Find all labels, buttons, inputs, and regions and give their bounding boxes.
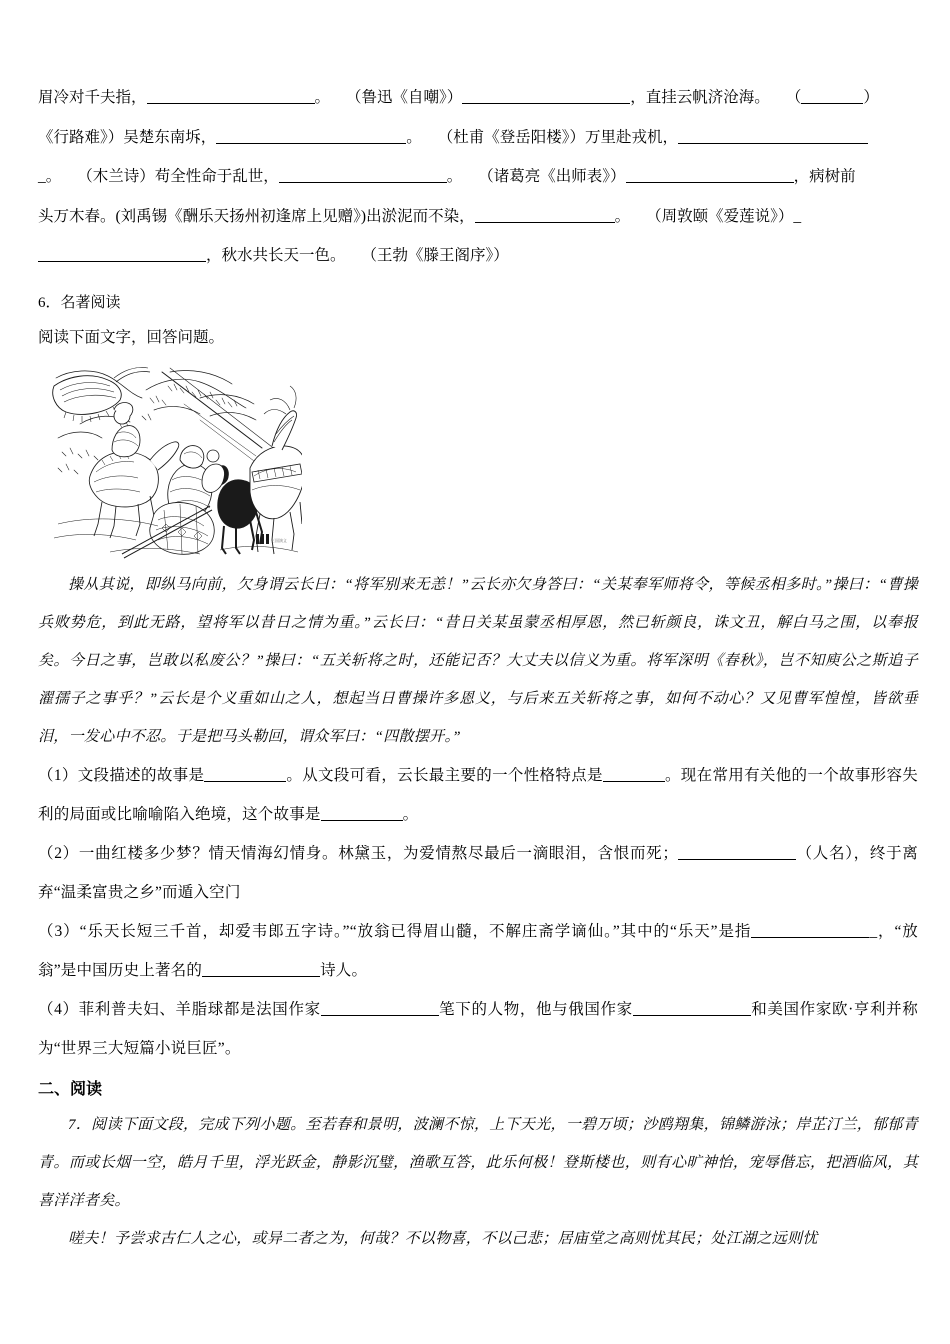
fill-blank[interactable] (678, 128, 868, 144)
poetry-line-3-text-b: （木兰诗）苟全性命于乱世， (77, 168, 279, 185)
poetry-line-3 (38, 157, 918, 197)
poetry-line-3-text-d: （诸葛亮《出师表》） (478, 168, 626, 185)
item-1 (38, 756, 918, 834)
fill-blank[interactable] (633, 1000, 751, 1016)
item-2 (38, 834, 918, 912)
poetry-line-1-text-e: （ (785, 89, 802, 106)
fill-blank[interactable] (475, 207, 615, 223)
fill-blank[interactable] (216, 128, 406, 144)
item-4 (38, 990, 918, 1068)
fill-blank[interactable] (279, 167, 447, 183)
item-1-part-0: （1）文段描述的故事是 (38, 766, 205, 784)
item-4-part-1: 笔下的人物，他与俄国作家 (438, 1000, 633, 1018)
fill-blank[interactable] (801, 88, 863, 104)
item-1-part-2: 。现在常用有关他的一个故事形容失利的局面或比喻喻陷入绝境，这个故事是 (38, 766, 919, 823)
fill-blank[interactable] (321, 805, 403, 821)
illustration-container (38, 364, 918, 560)
poetry-line-4 (38, 197, 918, 237)
poetry-line-2 (38, 118, 918, 158)
poetry-line-4-text-c: （周敦颐《爱莲说》）_ (646, 207, 802, 225)
item-3-part-0: （3）“乐天长短三千首，却爱韦郎五字诗。”“放翁已得眉山髓，不解庄斋学谪仙。”其中的“乐天”是指 (38, 922, 752, 940)
fill-blank[interactable] (147, 88, 315, 104)
poetry-line-2-text-a: 《行路难》）吴楚东南坼， (38, 128, 217, 146)
svg-text:三国演义: 三国演义 (271, 537, 287, 543)
fill-blank[interactable] (321, 1000, 439, 1016)
item-2-part-1: （人名），终于离弃“温柔富贵之乡”而遁入空门 (38, 844, 918, 901)
item-3-part-1: _，“放翁”是中国历史上著名的 (38, 922, 918, 979)
poetry-line-1-text-d: ，直挂云帆济沧海。 (630, 89, 770, 106)
poetry-fill-block (38, 78, 918, 276)
poetry-line-5-text-a: ，秋水共长天一色。 (206, 247, 346, 264)
section-2-heading: 二、阅读 (38, 1080, 103, 1098)
poetry-line-4-text-b: 。 (614, 207, 631, 225)
question-6-items (38, 756, 918, 1068)
poetry-line-2-text-b: 。 (406, 128, 422, 146)
poetry-line-1-text-f: ） (863, 89, 879, 106)
fill-blank[interactable] (38, 246, 206, 262)
question-7-paragraph-1: 7．阅读下面文段，完成下列小题。至若春和景明，波澜不惊，上下天光，一碧万顷；沙鸥翔集，锦鳞游泳；岸芷汀兰，郁郁青青。而或长烟一空，皓月千里，浮光跃金，静影沉璧，渔歌互答，此乐何极！登斯楼也，则有心旷神怡，宠辱偕忘，把酒临风，其喜洋洋者矣。 (38, 1116, 918, 1209)
poetry-line-1-text-c: （鲁迅《自嘲》） (346, 89, 463, 106)
question-6-instruction: 阅读下面文字，回答问题。 (38, 328, 225, 346)
poetry-line-3-text-e: ，病树前 (793, 168, 856, 185)
question-7-paragraph-2: 嗟夫！予尝求古仁人之心，或异二者之为，何哉？不以物喜，不以己悲；居庙堂之高则忧其民；处江湖之远则忧 (68, 1230, 818, 1247)
poetry-line-5-text-b: （王勃《滕王阁序》） (361, 247, 509, 264)
three-kingdoms-illustration (50, 364, 302, 560)
poetry-line-1-text-a: 眉冷对千夫指， (38, 89, 147, 106)
question-6-heading: 6．名著阅读 (38, 294, 121, 311)
poetry-line-3-text-a: _。 (38, 168, 62, 185)
poetry-line-1 (38, 78, 918, 118)
item-4-part-0: （4）菲利普夫妇、羊脂球都是法国作家 (38, 1000, 321, 1018)
item-1-part-3: 。 (402, 805, 419, 823)
fill-blank[interactable] (462, 88, 630, 104)
poetry-line-5 (38, 236, 918, 276)
fill-blank[interactable] (751, 922, 869, 938)
item-2-part-0: （2）一曲红楼多少梦？情天情海幻情身。林黛玉，为爱情熬尽最后一滴眼泪，含恨而死； (38, 844, 679, 862)
item-3-part-2: 诗人。 (320, 961, 368, 979)
fill-blank[interactable] (204, 766, 286, 782)
item-1-part-1: 。从文段可看，云长最主要的一个性格特点是 (286, 766, 603, 784)
poetry-line-2-text-c: （杜甫《登岳阳楼》）万里赴戎机， (437, 128, 679, 146)
poetry-line-1-text-b: 。 (314, 89, 331, 106)
question-6-excerpt: 操从其说，即纵马向前，欠身谓云长曰：“将军别来无恙！”云长亦欠身答曰：“关某奉军师将令，等候丞相多时。”操曰：“曹操兵败势危，到此无路，望将军以昔日之情为重。”云长曰：“昔日关某虽蒙丞相厚恩，然已斩颜良，诛文丑，解白马之围，以奉报矣。今日之事，岂敢以私废公？”操曰：“五关斩将之时，还能记否？大丈夫以信义为重。将军深明《春秋》，岂不知庾公之斯追子濯孺子之事乎？”云长是个义重如山之人，想起当日曹操许多恩义，与后来五关斩将之事，如何不动心？又见曹军惶惶，皆欲垂泪，一发心中不忍。于是把马头勒回，谓众军曰：“四散摆开。” (38, 576, 918, 745)
fill-blank[interactable] (626, 167, 794, 183)
item-4-part-2: 和美国作家欧·亨利并称为“世界三大短篇小说巨匠”。 (38, 1000, 918, 1057)
fill-blank[interactable] (202, 961, 320, 977)
item-3 (38, 912, 918, 990)
fill-blank[interactable] (678, 844, 796, 860)
fill-blank[interactable] (603, 766, 665, 782)
poetry-line-4-text-a: 头万木春。(刘禹锡《酬乐天扬州初逢席上见赠》)出淤泥而不染， (38, 207, 475, 225)
poetry-line-3-text-c: 。 (446, 168, 463, 185)
